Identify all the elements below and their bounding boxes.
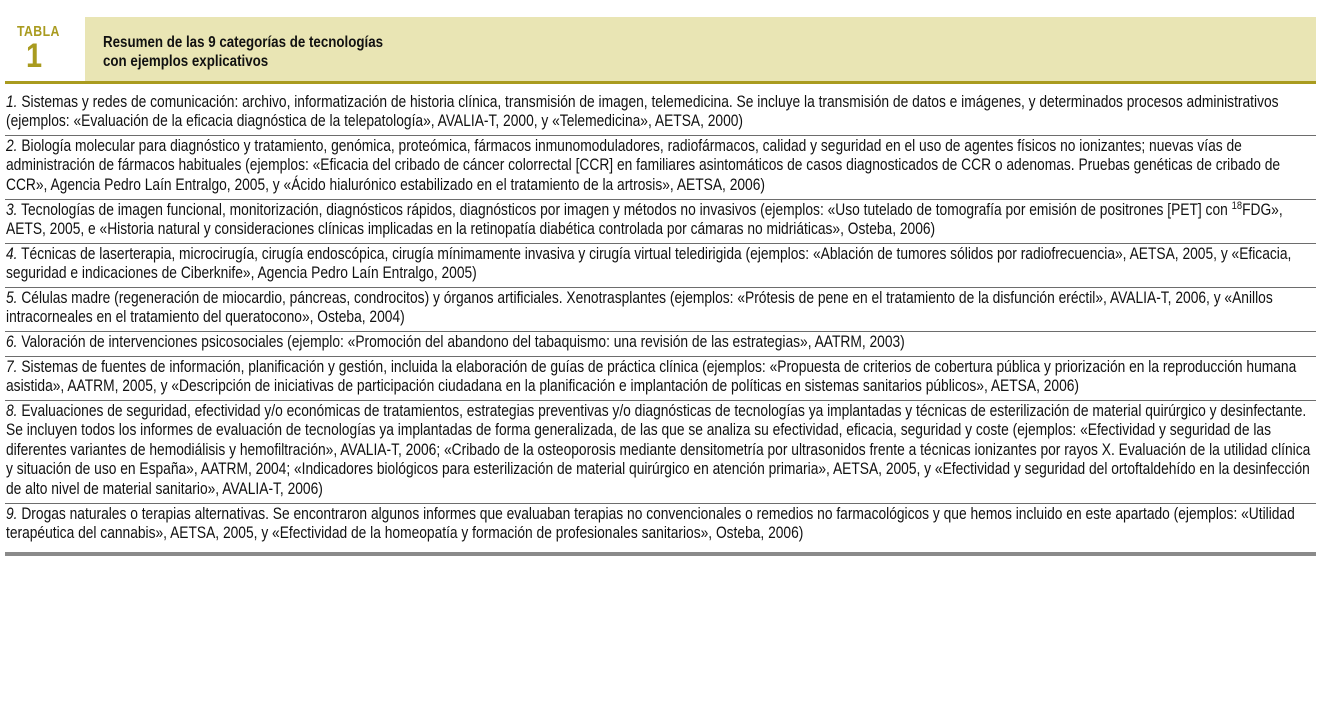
row-number: 4. bbox=[6, 245, 18, 263]
table-title-line-2: con ejemplos explicativos bbox=[103, 53, 269, 70]
row-text: Técnicas de laserterapia, microcirugía, cirugía endoscópica, cirugía mínimamente invasiva y cirugía virtual teledirigida (ejemplos: «Ablación de tumores sólidos por radiofrecuencia», AETSA, 2005, y «Eficacia, seguridad e indicaciones de Ciberknife», Agencia Pedro Laín Entralgo, 2005) bbox=[6, 245, 1292, 283]
table-row bbox=[5, 136, 1316, 200]
table-row bbox=[5, 332, 1316, 357]
table-row bbox=[5, 200, 1316, 244]
row-text-before: Tecnologías de imagen funcional, monitorización, diagnósticos rápidos, diagnósticos por imagen y métodos no invasivos (ejemplos: «Uso tutelado de tomografía por emisión de positrones [PET] con bbox=[21, 201, 1232, 219]
table-title-box bbox=[85, 17, 1316, 81]
table-row bbox=[5, 92, 1316, 136]
row-text: Evaluaciones de seguridad, efectividad y/o económicas de tratamientos, estrategias preventivas y/o diagnósticas de tecnologías ya implantadas y técnicas de esterilización de material quirúrgico y desinfectante. bbox=[21, 402, 1307, 420]
table-label bbox=[5, 17, 77, 81]
table-container bbox=[5, 17, 1316, 543]
row-text: Células madre (regeneración de miocardio, páncreas, condrocitos) y órganos artificiales. Xenotrasplantes (ejemplos: «Prótesis de pene en el tratamiento de la disfunción eréctil», AVALIA-T, 2006, y «Anillos intracorneales en el tratamiento del queratocono», Osteba, 2004) bbox=[6, 289, 1273, 327]
table-rows bbox=[5, 92, 1316, 547]
row-text: Biología molecular para diagnóstico y tratamiento, genómica, proteómica, fármacos inmunomoduladores, radiofármacos, calidad y seguridad en el uso de agentes físicos no ionizantes; nuevas vías de administración de fármacos habituales (ejemplos: «Eficacia del cribado de cáncer colorrectal [CCR] en familiares asintomáticos de casos diagnosticados de CCR o adenomas. Pruebas genéticas de cribado de CCR», Agencia Pedro Laín Entralgo, 2005, y «Ácido hialurónico estabilizado en el tratamiento de la artrosis», AETSA, 2006) bbox=[6, 137, 1281, 194]
footer-rule bbox=[5, 552, 1316, 556]
row-text-after: FDG», AETS, 2005, e «Historia natural y consideraciones clínicas implicadas en la retinopatía diabética controlada por cámaras no midriáticas», Osteba, 2006) bbox=[6, 201, 1283, 239]
header-rule bbox=[5, 81, 1316, 84]
row-superscript: 18 bbox=[1231, 200, 1243, 212]
table-title bbox=[103, 33, 383, 71]
table-label-number: 1 bbox=[26, 37, 43, 75]
row-number: 2. bbox=[6, 137, 18, 155]
table-row bbox=[5, 244, 1316, 288]
row-number: 3. bbox=[6, 201, 18, 219]
table-header bbox=[5, 17, 1316, 81]
table-row bbox=[5, 401, 1316, 504]
row-number: 9. bbox=[6, 505, 18, 523]
table-label-word: TABLA bbox=[17, 23, 60, 40]
row-text: Sistemas de fuentes de información, planificación y gestión, incluida la elaboración de guías de práctica clínica (ejemplos: «Propuesta de criterios de cobertura pública y priorización en la reproducción humana asistida», AATRM, 2005, y «Descripción de iniciativas de participación ciudadana en la planificación e implantación de políticas en sistemas sanitarios públicos», AETSA, 2006) bbox=[6, 358, 1297, 396]
table-row bbox=[5, 504, 1316, 547]
row-number: 1. bbox=[6, 93, 18, 111]
table-row bbox=[5, 288, 1316, 332]
row-number: 7. bbox=[6, 358, 18, 376]
row-text-continued: Se incluyen todos los informes de evaluación de tecnologías ya implantadas de forma generalizada, de las que se analiza su efectividad, eficacia, seguridad y coste (ejemplos: «Efectividad y seguridad de las diferentes variantes de hemodiálisis y hemofiltración», AVALIA-T, 2006; «Cribado de la osteoporosis mediante densitometría por ultrasonidos frente a técnicas ionizantes por rayos X. Evaluación de la utilidad clínica y situación de uso en España», AATRM, 2004; «Indicadores biológicos para esterilización de material quirúrgico en atención primaria», AETSA, 2005, y «Efectividad y seguridad del ortoftaldehído en la desinfección de alto nivel de material sanitario», AVALIA-T, 2006) bbox=[6, 421, 1311, 498]
row-number: 6. bbox=[6, 333, 18, 351]
row-text: Drogas naturales o terapias alternativas. Se encontraron algunos informes que evaluaban terapias no convencionales o remedios no farmacológicos y que hemos incluido en este apartado (ejemplos: «Utilidad terapéutica del cannabis», AETSA, 2005, y «Efectividad de la homeopatía y formación de profesionales sanitarios», Osteba, 2006) bbox=[6, 505, 1295, 543]
table-title-line-1: Resumen de las 9 categorías de tecnologías bbox=[103, 34, 384, 51]
table-row bbox=[5, 357, 1316, 401]
row-number: 8. bbox=[6, 402, 18, 420]
row-text: Valoración de intervenciones psicosociales (ejemplo: «Promoción del abandono del tabaquismo: una revisión de las estrategias», AATRM, 2003) bbox=[21, 333, 905, 351]
row-text: Sistemas y redes de comunicación: archivo, informatización de historia clínica, transmisión de imagen, telemedicina. Se incluye la transmisión de datos e imágenes, y determinados procesos administrativos (ejemplos: «Evaluación de la eficacia diagnóstica de la telepatología», AVALIA-T, 2000, y «Telemedicina», AETSA, 2000) bbox=[6, 93, 1279, 131]
row-number: 5. bbox=[6, 289, 18, 307]
